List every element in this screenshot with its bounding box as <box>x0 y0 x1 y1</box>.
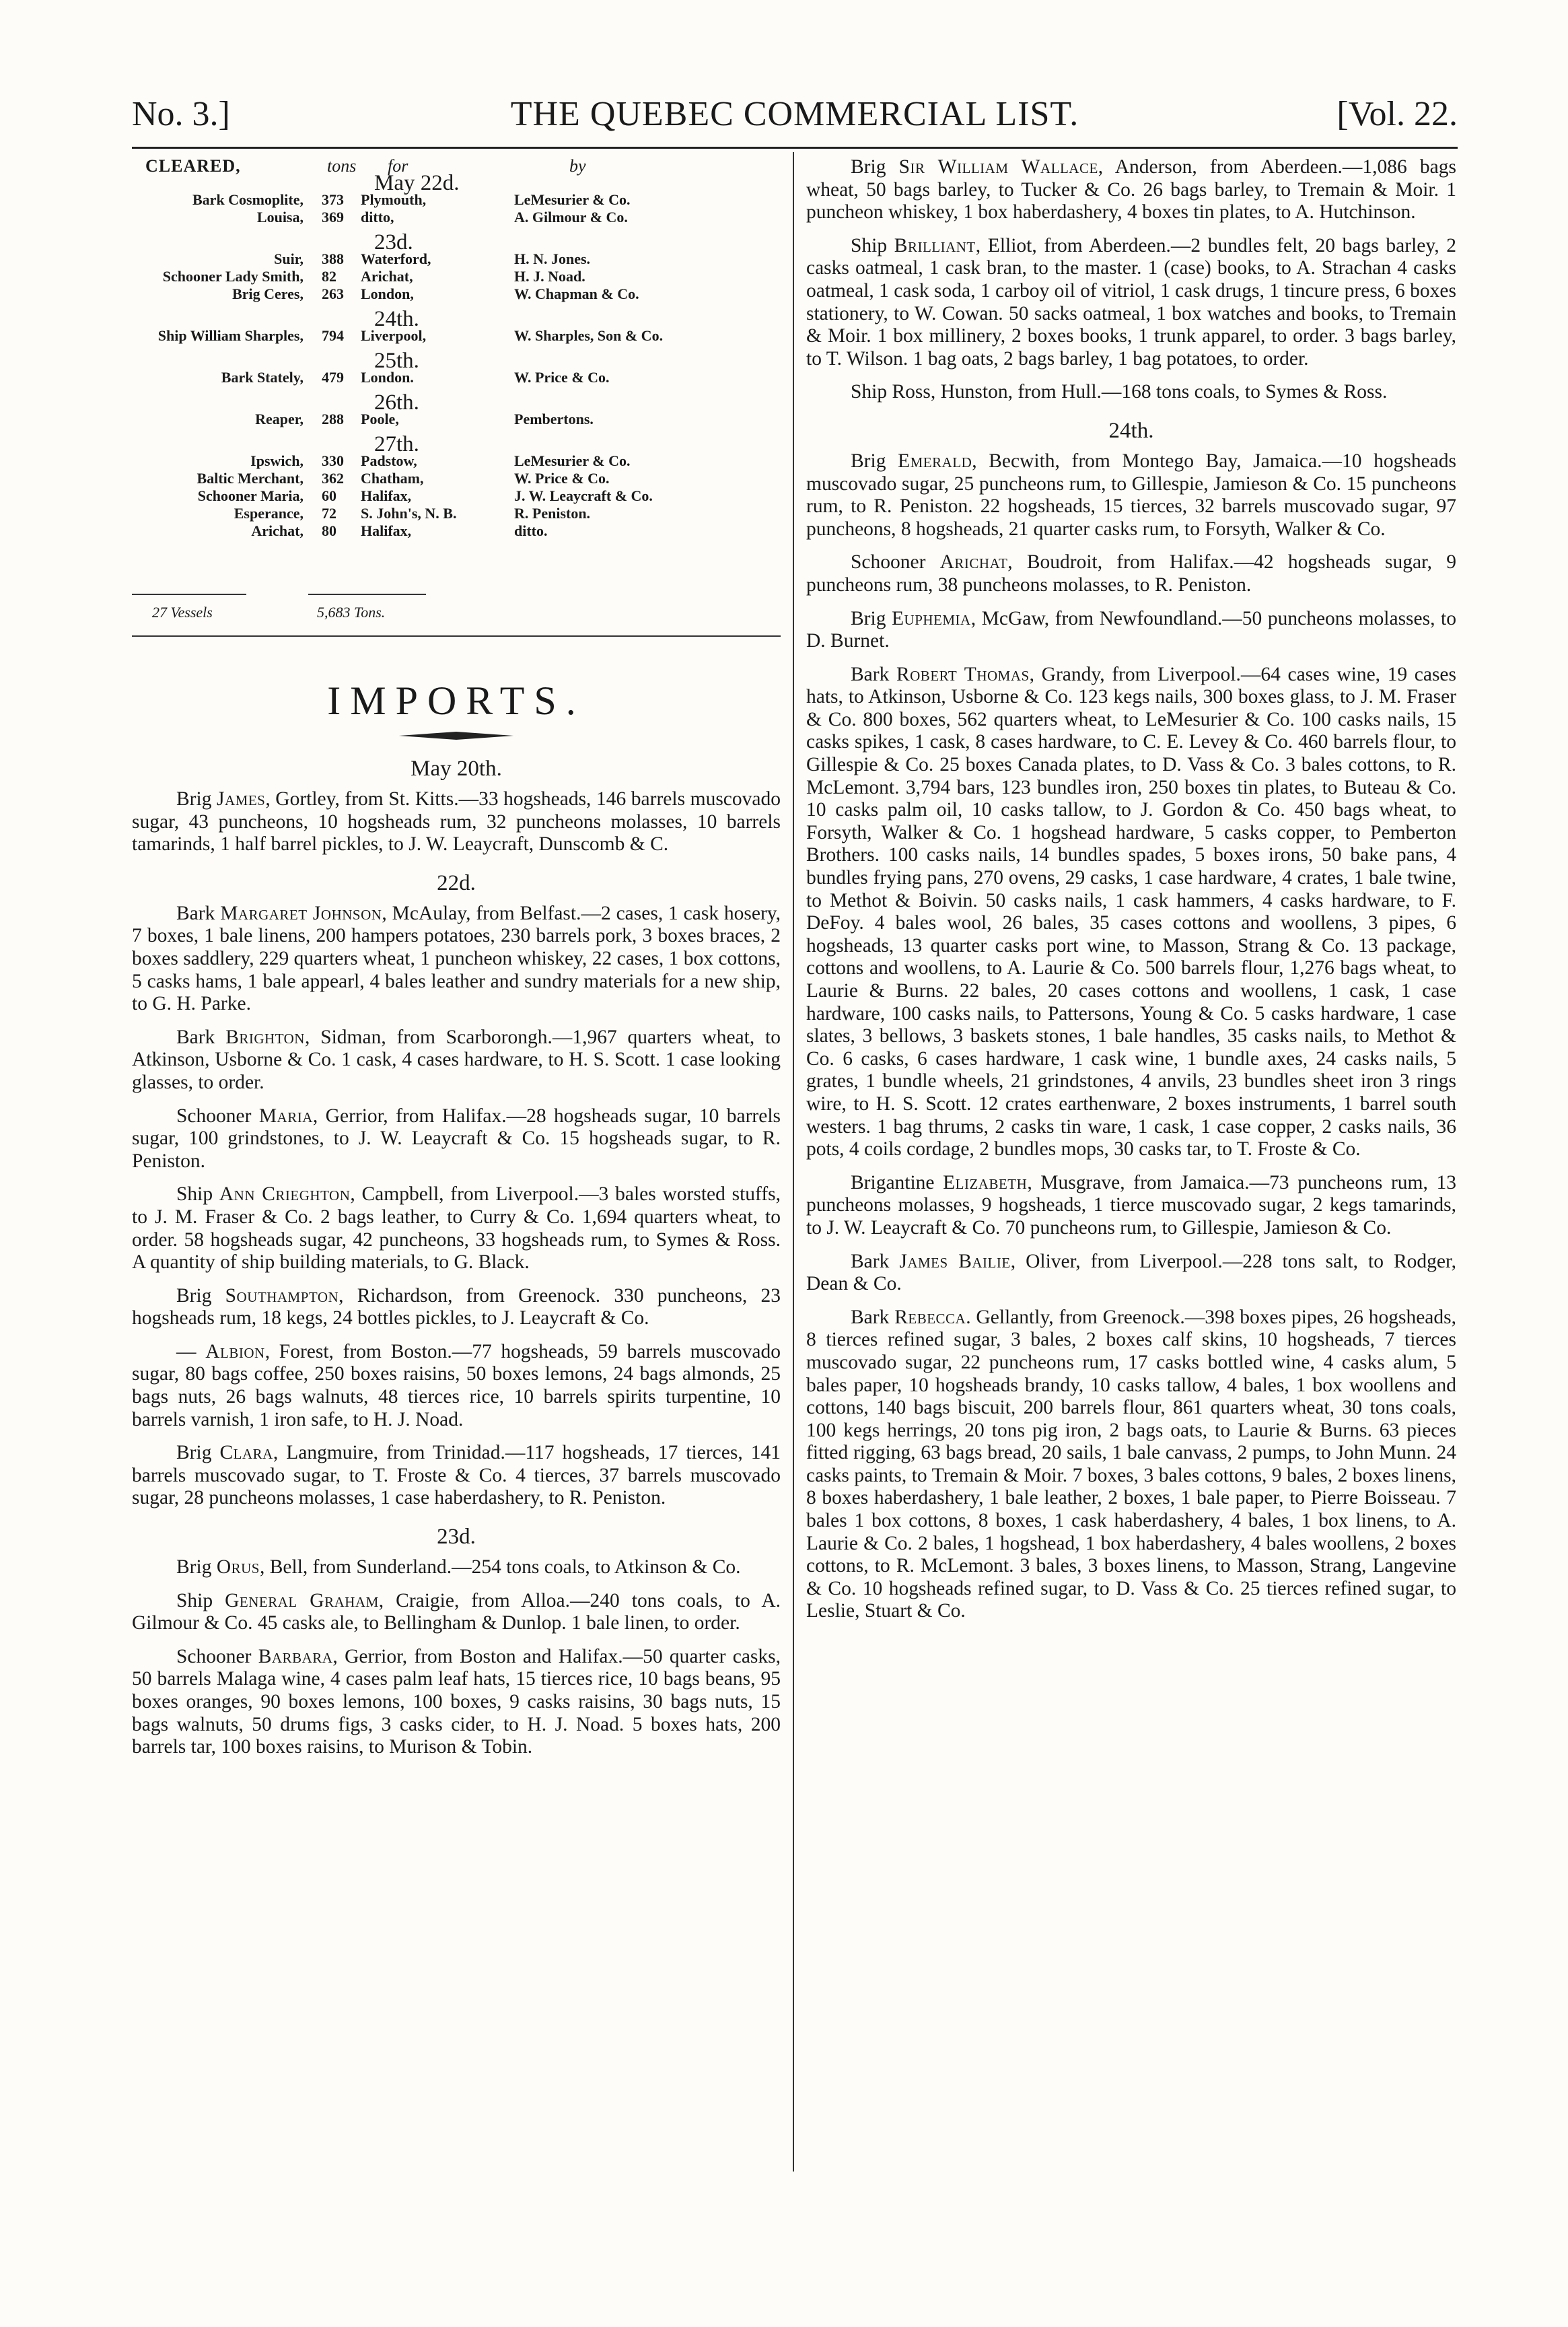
cleared-agent: J. W. Leaycraft & Co. <box>514 487 653 504</box>
import-entry <box>132 788 781 856</box>
import-entry <box>132 1105 781 1173</box>
right-imports <box>806 156 1456 1623</box>
cargo-text: , McGaw, from Newfoundland.—50 puncheons molasses, to D. Burnet. <box>806 607 1456 652</box>
vessel-name: Orus <box>216 1556 260 1578</box>
total-rule <box>132 594 246 595</box>
right-column <box>806 156 1456 1634</box>
import-entry <box>132 903 781 1016</box>
ornament-rule-icon <box>399 730 513 742</box>
cargo-text: , Gortley, from St. Kitts.—33 hogsheads, 146 barrels muscovado sugar, 43 puncheons, 10 hogsheads rum, 32 puncheons molasses, 10 barrels tamarinds, 1 half barrel pickles, to J. W. Leaycraft, Dunscomb & C. <box>132 788 781 856</box>
vessel-name: Rebecca <box>894 1306 966 1328</box>
cleared-destination: Padstow, <box>361 452 417 469</box>
import-entry <box>806 551 1456 596</box>
cleared-table <box>132 156 781 641</box>
section-rule <box>132 635 781 637</box>
vessel-name: Sir William Wallace <box>898 156 1098 178</box>
cleared-ship: Schooner Maria, <box>197 487 304 504</box>
vessel-name: Brilliant <box>894 234 976 256</box>
cleared-agent: LeMesurier & Co. <box>514 452 631 469</box>
cargo-text: , Oliver, from Liverpool.—228 tons salt, to Rodger, Dean & Co. <box>806 1250 1457 1295</box>
cleared-tons: 60 <box>322 487 336 504</box>
vessel-type: Ship <box>176 1589 225 1611</box>
cleared-agent: LeMesurier & Co. <box>514 191 631 208</box>
cleared-ship: Reaper, <box>255 411 304 427</box>
cleared-ship: Schooner Lady Smith, <box>162 268 304 285</box>
cleared-destination: Halifax, <box>361 487 412 504</box>
cleared-header: CLEARED, <box>145 156 241 176</box>
cargo-text: , Bell, from Sunderland.—254 tons coals, to Atkinson & Co. <box>259 1556 741 1578</box>
cleared-destination: Poole, <box>361 411 399 427</box>
cleared-tons: 479 <box>322 369 344 386</box>
vessel-type: Brig <box>851 607 892 629</box>
import-entry <box>806 1172 1456 1240</box>
header-rule <box>132 147 1458 149</box>
vessel-type: Brigantine <box>851 1171 943 1193</box>
vessel-name: Emerald <box>898 450 972 472</box>
date-heading: May 20th. <box>411 757 502 781</box>
import-entry <box>132 1341 781 1431</box>
cargo-text: , Forest, from Boston.—77 hogsheads, 59 barrels muscovado sugar, 80 bags coffee, 250 boxes raisins, 50 boxes lemons, 24 bags almonds, 25 bags nuts, 26 bags walnuts, 48 tierces rice, 10 barrels spirits turpentine, 10 barrels varnish, 1 iron safe, to H. J. Noad. <box>132 1340 781 1430</box>
vessel-name: Arichat <box>939 551 1008 574</box>
cleared-destination: S. John's, N. B. <box>361 505 457 522</box>
cargo-text: , Boudroit, from Halifax.—42 hogsheads sugar, 9 puncheons rum, 38 puncheons molasses, to R. Peniston. <box>806 551 1457 596</box>
date-heading: 22d. <box>437 870 476 895</box>
vessel-type: Schooner <box>851 551 940 574</box>
cleared-destination: Halifax, <box>361 522 412 539</box>
cargo-text: , Hunston, from Hull.—168 tons coals, to Symes & Ross. <box>930 381 1388 403</box>
vessel-type: Brig <box>851 156 899 178</box>
column-divider <box>793 152 794 2172</box>
import-entry <box>132 1646 781 1759</box>
cleared-ship: Brig Ceres, <box>232 285 304 302</box>
cleared-date: 26th. <box>374 390 419 415</box>
cleared-tons: 794 <box>322 327 344 344</box>
cleared-tons: 263 <box>322 285 344 302</box>
vessel-type: Bark <box>176 902 221 924</box>
left-column <box>132 156 781 1770</box>
total-vessels: 27 Vessels <box>152 604 213 621</box>
cleared-destination: Plymouth, <box>361 191 427 208</box>
vessel-type: Brig <box>176 1284 225 1307</box>
cleared-destination: Arichat, <box>361 268 413 285</box>
cleared-tons: 82 <box>322 268 336 285</box>
date-heading: 24th. <box>1108 418 1154 443</box>
cleared-ship: Baltic Merchant, <box>197 470 304 487</box>
tons-header: tons <box>327 156 357 176</box>
import-entry <box>132 1590 781 1635</box>
page-header <box>132 94 1458 148</box>
import-entry <box>806 608 1456 653</box>
vessel-name: Ross <box>892 381 931 403</box>
cleared-agent: H. N. Jones. <box>514 250 591 267</box>
cargo-text: . Gellantly, from Greenock.—398 boxes pipes, 26 hogsheads, 8 tierces refined sugar, 3 bales, 2 boxes calf skins, 10 hogsheads, 7 tierces muscovado sugar, 22 puncheons rum, 17 casks bottled wine, 4 casks alum, 5 bales paper, 10 hogsheads brandy, 10 casks tallow, 4 bales, 1 box woollens and cottons, 140 bags biscuit, 200 barrels flour, 861 quarters wheat, 30 tons coals, 100 kegs herrings, 20 tons pig iron, 2 bags oats, to Laurie & Burns. 63 pieces fitted rigging, 63 bags bread, 20 sails, 1 bale canvass, 2 pumps, to John Munn. 24 casks paints, to Tremain & Moir. 7 boxes, 3 bales cottons, 9 bales, 2 boxes linens, 8 boxes haberdashery, 1 bale leather, 2 boxes, 1 bale paper, to Pierre Boisseau. 7 bales 1 box cottons, 8 boxes, 1 cask haberdashery, 4 bales, 1 box linens, to A. Laurie & Co. 2 bales, 1 hogshead, 1 box haberdashery, 4 bales woollens, 2 boxes cottons, to R. McLemont. 3 bales, 3 boxes linens, to Masson, Strang, Langevine & Co. 10 hogsheads refined sugar, to D. Vass & Co. 25 tierces refined sugar, to Leslie, Stuart & Co. <box>806 1306 1457 1622</box>
cleared-tons: 288 <box>322 411 344 427</box>
total-rule <box>308 594 426 595</box>
cargo-text: , Sidman, from Scarborongh.—1,967 quarters wheat, to Atkinson, Usborne & Co. 1 cask, 4 cases hardware, to H. S. Scott. 1 case looking glasses, to order. <box>132 1026 781 1093</box>
cleared-destination: Chatham, <box>361 470 424 487</box>
import-entry <box>806 1251 1456 1296</box>
page-title: THE QUEBEC COMMERCIAL LIST. <box>510 95 1079 133</box>
cleared-agent: R. Peniston. <box>514 505 591 522</box>
vessel-type: Brig <box>851 450 898 472</box>
import-entry <box>806 450 1456 541</box>
import-entry <box>806 156 1456 224</box>
date-heading: 23d. <box>437 1525 476 1550</box>
vessel-name: James Bailie <box>899 1250 1011 1272</box>
cargo-text: , Elliot, from Aberdeen.—2 bundles felt, 20 bags barley, 2 casks oatmeal, 1 cask bran, to the master. 1 (case) books, to A. Strachan 4 casks oatmeal, 1 cask soda, 1 carboy oil of vitriol, 1 cask drugs, 1 tincure press, 6 boxes stationery, to W. Cowan. 50 sacks oatmeal, 1 box watches and books, to Tremain & Moir. 1 box millinery, 2 boxes books, 1 trunk apparel, to order. 3 bags barley, to T. Wilson. 1 bag oats, 2 bags barley, 1 bag potatoes, to order. <box>806 234 1457 370</box>
cargo-text: , Musgrave, from Jamaica.—73 puncheons rum, 13 puncheons molasses, 9 hogsheads, 1 tierce muscovado sugar, 2 kegs tamarinds, to J. W. Leaycraft & Co. 70 puncheons rum, to Gillespie, Jamieson & Co. <box>806 1171 1456 1239</box>
vessel-type: Brig <box>176 1442 220 1464</box>
vessel-name: Brighton <box>225 1026 305 1048</box>
import-entry <box>132 1556 781 1579</box>
cleared-agent: A. Gilmour & Co. <box>514 209 628 225</box>
vessel-name: Barbara <box>258 1645 333 1667</box>
vessel-name: Southampton <box>225 1284 339 1307</box>
vessel-type: Ship <box>851 234 894 256</box>
vessel-name: Elizabeth <box>943 1171 1028 1193</box>
import-entry <box>132 1183 781 1274</box>
vessel-name: Euphemia <box>892 607 971 629</box>
cleared-ship: Arichat, <box>251 522 304 539</box>
total-tons: 5,683 Tons. <box>317 604 386 621</box>
cargo-text: , Gerrior, from Boston and Halifax.—50 quarter casks, 50 barrels Malaga wine, 4 cases palm leaf hats, 15 tierces rice, 10 bags beans, 95 boxes oranges, 90 boxes lemons, 100 boxes, 9 casks raisins, 30 bags nuts, 15 bags walnuts, 50 drums figs, 3 casks cider, to H. J. Noad. 5 boxes hats, 200 barrels tar, 100 boxes raisins, to Murison & Tobin. <box>132 1645 781 1758</box>
cargo-text: , Grandy, from Liverpool.—64 cases wine, 19 cases hats, to Atkinson, Usborne & Co. 123 kegs nails, 300 boxes glass, to J. M. Fraser & Co. 800 boxes, 562 quarters wheat, to LeMesurier & Co. 100 casks nails, 15 casks spikes, 1 cask, 8 cases hardware, to C. E. Levey & Co. 460 barrels flour, to Gillespie & Co. 25 boxes Canada plates, to D. Vass & Co. 3 bales cottons, to R. McLemont. 3,794 bars, 123 bundles iron, 250 boxes tin plates, to Buteau & Co. 10 casks palm oil, 10 casks tallow, to J. Gordon & Co. 450 bags wheat, to Forsyth, Walker & Co. 1 hogshead hardware, 5 casks copper, to Pemberton Brothers. 100 casks nails, 14 bundles spades, 5 boxes irons, 50 bake pans, 4 bundles frying pans, 270 ovens, 29 casks, 1 case hardware, 4 crates, 1 bale twine, to Methot & Boivin. 50 casks nails, 1 cask hammers, 4 casks hardware, to F. DeFoy. 4 bales wool, 26 bales, 35 cases cottons and woollens, 3 pipes, 6 hogsheads, 13 quarter casks port wine, to Masson, Strang & Co. 13 package, cottons and woollens, to A. Laurie & Co. 500 barrels flour, 1,276 bags wheat, to Laurie & Burns. 22 bales, 20 cases cottons and woollens, 1 cask, 1 case hardware, 100 casks nails, to Pattersons, Young & Co. 5 casks hardware, 1 case slates, 3 bellows, 3 baskets stones, 1 bale handles, 35 casks nails, to Methot & Co. 6 casks, 6 cases hardware, 1 cask wine, 1 bundle axes, 24 casks nails, 5 grates, 1 bundle wheels, 21 grindstones, 4 anvils, 23 bundles sheet iron 3 rings wire, to H. S. Scott. 12 crates earthenware, 2 boxes instruments, 1 barrel south westers. 1 bag thrums, 2 casks tin ware, 1 cask, 1 case copper, 2 casks nails, 36 pots, 4 coils cordage, 2 bundles mops, 30 casks tar, to T. Froste & Co. <box>806 663 1457 1160</box>
import-entry <box>132 1027 781 1095</box>
vessel-type: Brig <box>176 1556 217 1578</box>
cleared-ship: Bark Stately, <box>221 369 304 386</box>
cleared-tons: 369 <box>322 209 344 225</box>
cleared-destination: Waterford, <box>361 250 431 267</box>
cleared-agent: W. Sharples, Son & Co. <box>514 327 664 344</box>
issue-number: No. 3.] <box>132 95 230 133</box>
cleared-destination: London, <box>361 285 414 302</box>
cargo-text: , Becwith, from Montego Bay, Jamaica.—10 hogsheads muscovado sugar, 25 puncheons rum, to Gillespie, Jamieson & Co. 15 puncheons rum, to R. Peniston. 22 hogsheads, 15 tierces, 32 barrels muscovado sugar, 97 puncheons, 8 hogsheads, 21 quarter casks rum, to Forsyth, Walker & Co. <box>806 450 1456 540</box>
cleared-destination: ditto, <box>361 209 394 225</box>
cleared-tons: 72 <box>322 505 336 522</box>
vessel-name: Ann Crieghton <box>219 1183 351 1206</box>
cleared-date: May 22d. <box>374 171 460 195</box>
import-entry <box>806 1307 1456 1623</box>
cargo-text: , Langmuire, from Trinidad.—117 hogsheads, 17 tierces, 141 barrels muscovado sugar, to T. Froste & Co. 4 tierces, 37 barrels muscovado sugar, 28 puncheons molasses, 1 case haberdashery, to R. Peniston. <box>132 1442 781 1509</box>
vessel-type: Ship <box>851 381 892 403</box>
vessel-name: General Graham <box>225 1589 379 1611</box>
vessel-name: Maria <box>258 1105 313 1127</box>
cleared-agent: W. Price & Co. <box>514 369 610 386</box>
cleared-destination: London. <box>361 369 414 386</box>
cleared-ship: Esperance, <box>234 505 304 522</box>
cleared-agent: Pembertons. <box>514 411 594 427</box>
vessel-type: Bark <box>851 1250 900 1272</box>
volume-number: [Vol. 22. <box>1337 95 1458 133</box>
cleared-agent: W. Price & Co. <box>514 470 610 487</box>
for-header: for <box>388 156 408 176</box>
cleared-ship: Louisa, <box>256 209 304 225</box>
vessel-type: Bark <box>851 1306 895 1328</box>
cleared-tons: 388 <box>322 250 344 267</box>
cleared-date: 23d. <box>374 230 413 254</box>
import-entry <box>806 381 1456 404</box>
cleared-ship: Bark Cosmoplite, <box>192 191 304 208</box>
cleared-tons: 330 <box>322 452 344 469</box>
vessel-type: — <box>176 1340 206 1362</box>
vessel-type: Bark <box>176 1026 226 1048</box>
cleared-date: 25th. <box>374 349 419 373</box>
import-entry <box>132 1442 781 1510</box>
cargo-text: , Anderson, from Aberdeen.—1,086 bags wheat, 50 bags barley, to Tucker & Co. 26 bags barley, to Tremain & Moir. 1 puncheon whiskey, 1 box haberdashery, 4 boxes tin plates, to A. Hutchinson. <box>806 156 1456 223</box>
cleared-date: 24th. <box>374 307 419 331</box>
vessel-type: Brig <box>176 788 217 810</box>
import-entry <box>132 1285 781 1330</box>
import-entry <box>806 664 1456 1161</box>
cleared-tons: 373 <box>322 191 344 208</box>
cleared-agent: ditto. <box>514 522 548 539</box>
cleared-date: 27th. <box>374 432 419 456</box>
cleared-tons: 362 <box>322 470 344 487</box>
cargo-text: , Richardson, from Greenock. 330 puncheons, 23 hogsheads rum, 18 kegs, 24 bottles pickles, to J. Leaycraft & Co. <box>132 1284 781 1329</box>
left-imports <box>132 757 781 1759</box>
cargo-text: , McAulay, from Belfast.—2 cases, 1 cask hosery, 7 boxes, 1 bale linens, 200 hampers potatoes, 230 barrels pork, 3 boxes braces, 2 boxes saddlery, 229 quarters wheat, 1 puncheon whiskey, 22 cases, 1 box cottons, 5 casks hams, 1 bale appearl, 4 bales leather and sundry materials for a new ship, to G. H. Parke. <box>132 902 781 1015</box>
vessel-name: Albion <box>205 1340 265 1362</box>
cleared-ship: Ship William Sharples, <box>157 327 304 344</box>
cleared-ship: Suir, <box>274 250 304 267</box>
vessel-type: Ship <box>176 1183 219 1206</box>
cleared-agent: H. J. Noad. <box>514 268 585 285</box>
vessel-type: Schooner <box>176 1645 258 1667</box>
cleared-destination: Liverpool, <box>361 327 427 344</box>
import-entry <box>806 235 1456 371</box>
cleared-agent: W. Chapman & Co. <box>514 285 639 302</box>
cleared-tons: 80 <box>322 522 336 539</box>
vessel-name: James <box>217 788 266 810</box>
cleared-ship: Ipswich, <box>250 452 304 469</box>
vessel-type: Bark <box>851 663 896 685</box>
cargo-text: , Campbell, from Liverpool.—3 bales worsted stuffs, to J. M. Fraser & Co. 2 bags leather, to Curry & Co. 1,694 quarters wheat, to order. 58 hogsheads sugar, 42 puncheons, 33 hogsheads rum, to Symes & Ross. A quantity of ship building materials, to G. Black. <box>132 1183 781 1274</box>
by-header: by <box>569 156 586 176</box>
vessel-name: Robert Thomas <box>896 663 1030 685</box>
imports-heading: IMPORTS. <box>327 679 585 723</box>
vessel-type: Schooner <box>176 1105 259 1127</box>
vessel-name: Clara <box>219 1442 273 1464</box>
cargo-text: , Craigie, from Alloa.—240 tons coals, to A. Gilmour & Co. 45 casks ale, to Bellingham & Dunlop. 1 bale linen, to order. <box>132 1589 781 1634</box>
cargo-text: , Gerrior, from Halifax.—28 hogsheads sugar, 10 barrels sugar, 100 grindstones, to J. W. Leaycraft & Co. 15 hogsheads sugar, to R. Peniston. <box>132 1105 781 1172</box>
vessel-name: Margaret Johnson <box>220 902 382 924</box>
